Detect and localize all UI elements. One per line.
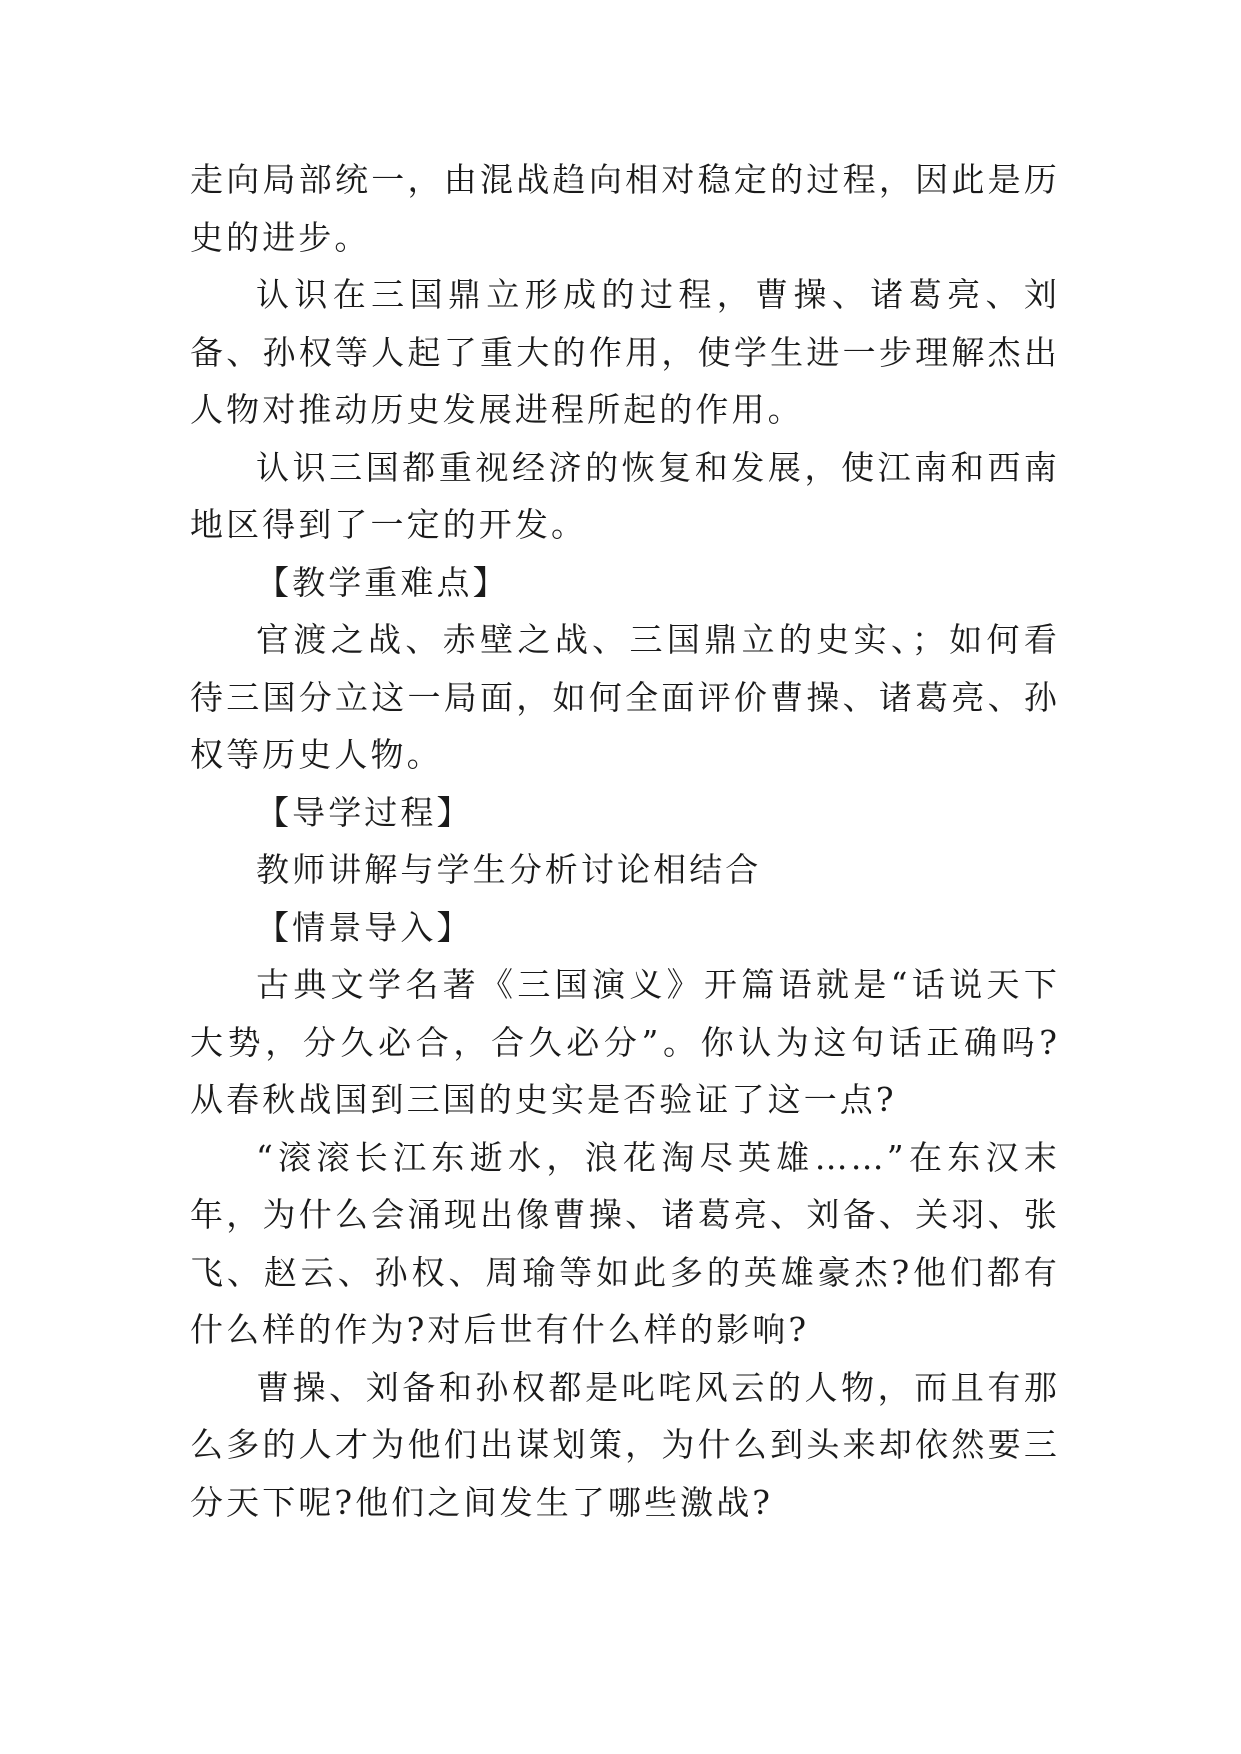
paragraph-key-points: 官渡之战、赤壁之战、三国鼎立的史实、；如何看待三国分立这一局面，如何全面评价曹操、诸葛亮、孙权等历史人物。: [190, 620, 1060, 774]
paragraph-scenario-quote: 古典文学名著《三国演义》开篇语就是“话说天下大势，分久必合，合久必分”。你认为这句话正确吗?从春秋战国到三国的史实是否验证了这一点?: [190, 965, 1060, 1119]
section-heading-scenario: 【情景导入】: [256, 907, 473, 947]
paragraph-scenario-battles: 曹操、刘备和孙权都是叱咤风云的人物，而且有那么多的人才为他们出谋划策，为什么到头来却依然要三分天下呢?他们之间发生了哪些激战?: [190, 1367, 1060, 1522]
paragraph-scenario-heroes: “滚滚长江东逝水，浪花淘尽英雄……”在东汉末年，为什么会涌现出像曹操、诸葛亮、刘备、关羽、张飞、赵云、孙权、周瑜等如此多的英雄豪杰?他们都有什么样的作为?对后世有什么样的影响?: [190, 1137, 1060, 1349]
paragraph-objective-figures: 认识在三国鼎立形成的过程，曹操、诸葛亮、刘备、孙权等人起了重大的作用，使学生进一步理解杰出人物对推动历史发展进程所起的作用。: [190, 275, 1060, 429]
paragraph-objective-economy: 认识三国都重视经济的恢复和发展，使江南和西南地区得到了一定的开发。: [190, 447, 1060, 544]
paragraph-process: 教师讲解与学生分析讨论相结合: [256, 850, 762, 889]
section-heading-key-points: 【教学重难点】: [256, 562, 509, 602]
paragraph-continuation: 走向局部统一，由混战趋向相对稳定的过程，因此是历史的进步。: [190, 160, 1060, 257]
section-heading-process: 【导学过程】: [256, 792, 473, 832]
document-body: [190, 151, 1060, 1531]
